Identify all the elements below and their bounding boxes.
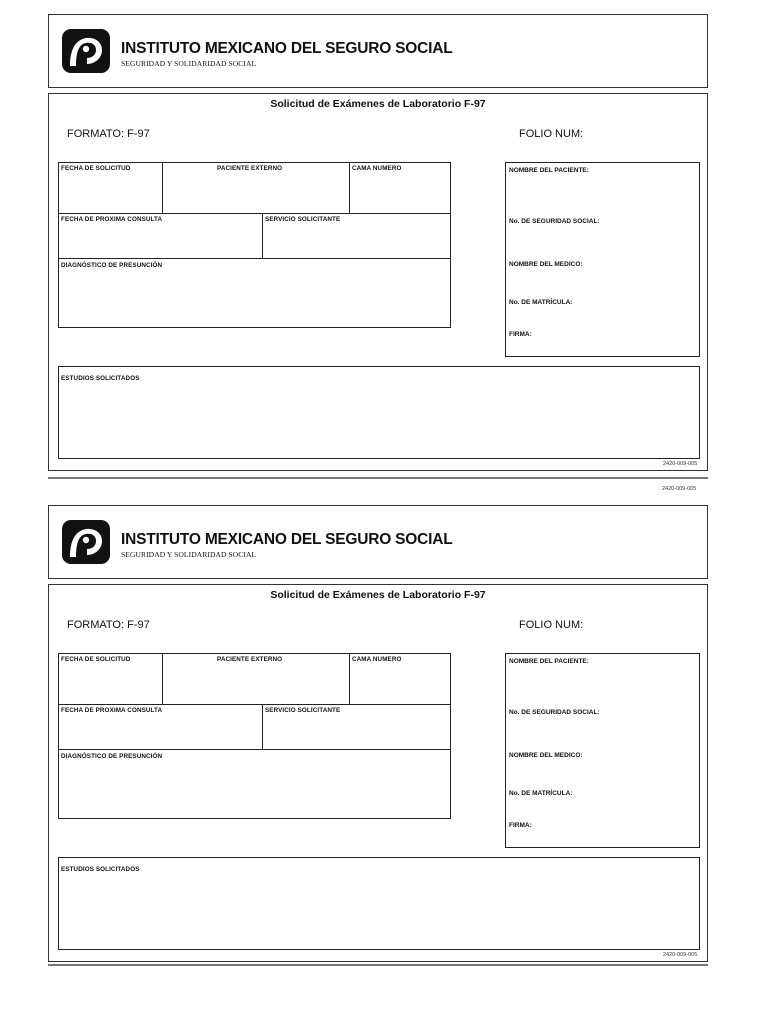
fecha-proxima-consulta-field[interactable] [58,213,263,259]
fecha-solicitud-label: FECHA DE SOLICITUD [61,656,131,663]
fecha-proxima-consulta-field[interactable] [58,704,263,750]
separator-line [48,964,708,966]
nombre-paciente-label: NOMBRE DEL PACIENTE: [509,658,589,665]
institution-subtitle: SEGURIDAD Y SOLIDARIDAD SOCIAL [121,59,257,68]
institution-header [48,505,708,579]
servicio-solicitante-label: SERVICIO SOLICITANTE [265,216,341,223]
fecha-solicitud-field[interactable] [58,653,163,705]
institution-name: INSTITUTO MEXICANO DEL SEGURO SOCIAL [121,40,453,57]
imss-logo-icon [61,519,111,565]
matricula-label: No. DE MATRÍCULA: [509,299,573,306]
cama-numero-label: CAMA NUMERO [352,165,402,172]
nombre-medico-label: NOMBRE DEL MEDICO: [509,261,583,268]
cama-numero-field[interactable] [349,653,451,705]
form-code-inner: 2420-009-005 [663,952,698,958]
fecha-proxima-consulta-label: FECHA DE PROXIMA CONSULTA [61,707,163,714]
estudios-solicitados-label: ESTUDIOS SOLICITADOS [61,375,140,382]
firma-label: FIRMA: [509,331,532,338]
seguridad-social-label: No. DE SEGURIDAD SOCIAL: [509,218,600,225]
seguridad-social-label: No. DE SEGURIDAD SOCIAL: [509,709,600,716]
paciente-externo-field[interactable] [162,653,350,705]
institution-subtitle: SEGURIDAD Y SOLIDARIDAD SOCIAL [121,550,257,559]
cama-numero-label: CAMA NUMERO [352,656,402,663]
patient-info-panel[interactable] [505,162,700,357]
form-title: Solicitud de Exámenes de Laboratorio F-97 [270,589,486,601]
diagnostico-presuncion-label: DIAGNÓSTICO DE PRESUNCIÓN [61,262,163,269]
folio-label: FOLIO NUM: [519,619,584,631]
diagnostico-presuncion-field[interactable] [58,749,451,819]
lab-request-form [48,93,708,471]
firma-label: FIRMA: [509,822,532,829]
matricula-label: No. DE MATRÍCULA: [509,790,573,797]
patient-info-panel[interactable] [505,653,700,848]
nombre-medico-label: NOMBRE DEL MEDICO: [509,752,583,759]
separator-line [48,477,708,479]
formato-label: FORMATO: F-97 [67,619,150,631]
form-title: Solicitud de Exámenes de Laboratorio F-97 [270,98,486,110]
formato-label: FORMATO: F-97 [67,128,150,140]
institution-header [48,14,708,88]
paciente-externo-field[interactable] [162,162,350,214]
imss-logo-icon [61,28,111,74]
fecha-solicitud-label: FECHA DE SOLICITUD [61,165,131,172]
servicio-solicitante-label: SERVICIO SOLICITANTE [265,707,341,714]
paciente-externo-label: PACIENTE EXTERNO [217,656,283,663]
nombre-paciente-label: NOMBRE DEL PACIENTE: [509,167,589,174]
paciente-externo-label: PACIENTE EXTERNO [217,165,283,172]
servicio-solicitante-field[interactable] [262,704,451,750]
cama-numero-field[interactable] [349,162,451,214]
diagnostico-presuncion-label: DIAGNÓSTICO DE PRESUNCIÓN [61,753,163,760]
folio-label: FOLIO NUM: [519,128,584,140]
form-code-inner: 2420-009-005 [663,461,698,467]
fecha-proxima-consulta-label: FECHA DE PROXIMA CONSULTA [61,216,163,223]
estudios-solicitados-field[interactable] [58,366,700,459]
form-code-outer: 2420-009-005 [662,486,697,492]
estudios-solicitados-label: ESTUDIOS SOLICITADOS [61,866,140,873]
institution-name: INSTITUTO MEXICANO DEL SEGURO SOCIAL [121,531,453,548]
diagnostico-presuncion-field[interactable] [58,258,451,328]
fecha-solicitud-field[interactable] [58,162,163,214]
lab-request-form [48,584,708,962]
estudios-solicitados-field[interactable] [58,857,700,950]
servicio-solicitante-field[interactable] [262,213,451,259]
